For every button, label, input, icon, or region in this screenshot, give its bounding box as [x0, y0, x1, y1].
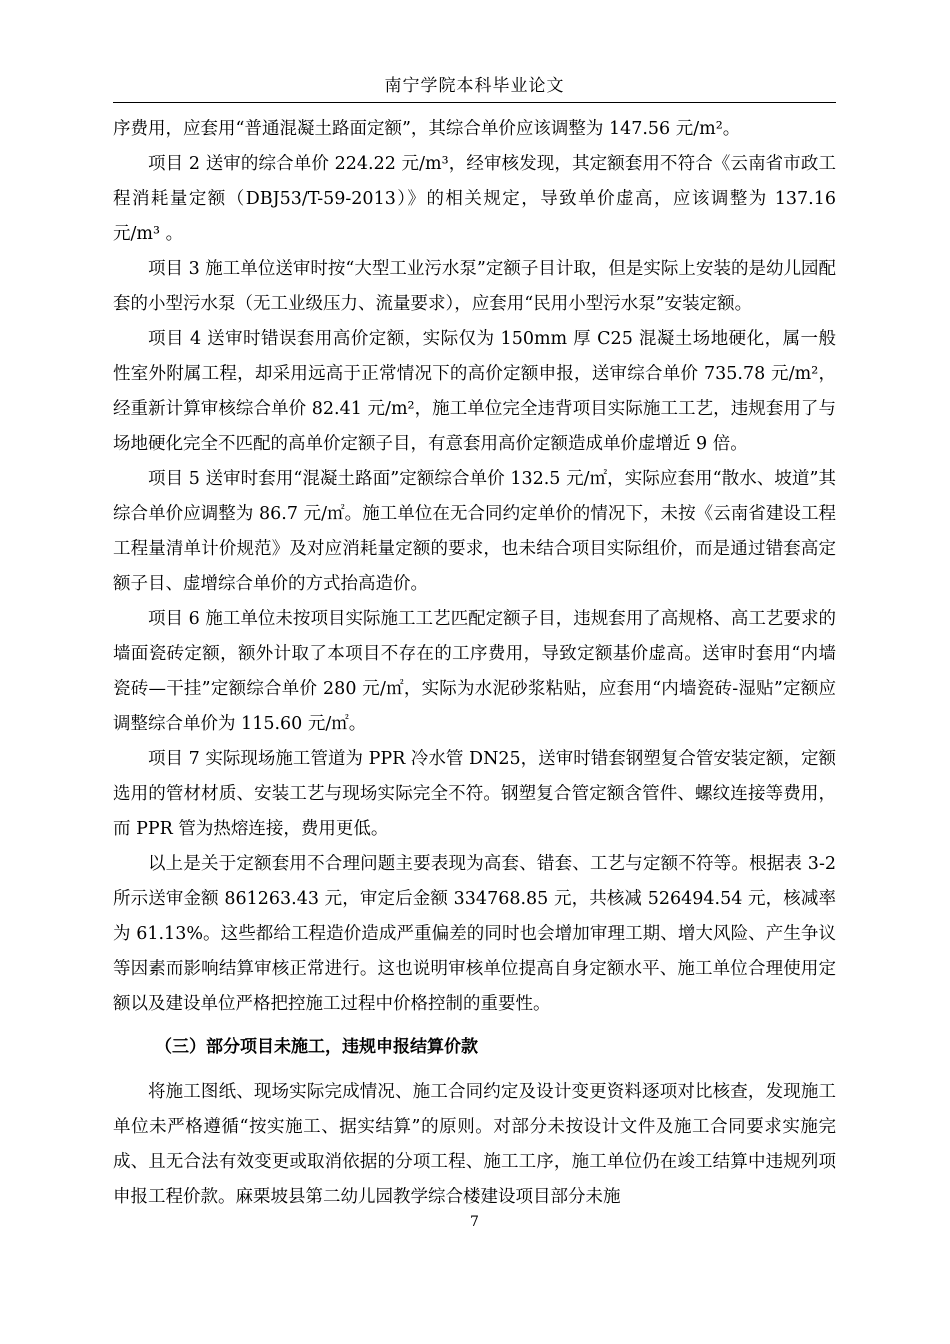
body-text [113, 112, 836, 1215]
paragraph-section-intro: 将施工图纸、现场实际完成情况、施工合同约定及设计变更资料逐项对比核查，发现施工单位未严格遵循“按实施工、据实结算”的原则。对部分未按设计文件及施工合同要求实施完成、且无合法有效变更或取消依据的分项工程、施工工序，施工单位仍在竣工结算中违规列项申报工程价款。麻栗坡县第二幼儿园教学综合楼建设项目部分未施 [113, 1082, 836, 1207]
paragraph-item-2: 项目 2 送审的综合单价 224.22 元/m³，经审核发现，其定额套用不符合《云南省市政工程消耗量定额（DBJ53/T-59-2013）》的相关规定，导致单价虚高，应该调整为 137.16 元/m³ 。 [113, 154, 836, 244]
header-rule [113, 102, 836, 103]
paragraph-continuation: 序费用，应套用“普通混凝土路面定额”，其综合单价应该调整为 147.56 元/m²。 [113, 119, 741, 139]
paragraph-item-3: 项目 3 施工单位送审时按“大型工业污水泵”定额子目计取，但是实际上安装的是幼儿园配套的小型污水泵（无工业级压力、流量要求），应套用“民用小型污水泵”安装定额。 [113, 259, 836, 314]
paragraph-item-6: 项目 6 施工单位未按项目实际施工工艺匹配定额子目，违规套用了高规格、高工艺要求的墙面瓷砖定额，额外计取了本项目不存在的工序费用，导致定额基价虚高。送审时套用“内墙瓷砖—干挂”定额综合单价 280 元/㎡，实际为水泥砂浆粘贴，应套用“内墙瓷砖-湿贴”定额应调整综合单价为 115.60 元/㎡。 [113, 609, 836, 734]
paragraph-item-7: 项目 7 实际现场施工管道为 PPR 冷水管 DN25，送审时错套钢塑复合管安装定额，定额选用的管材材质、安装工艺与现场实际完全不符。钢塑复合管定额含管件、螺纹连接等费用，而 PPR 管为热熔连接，费用更低。 [113, 749, 836, 839]
section-heading: （三）部分项目未施工，违规申报结算价款 [155, 1037, 478, 1057]
paragraph-summary: 以上是关于定额套用不合理问题主要表现为高套、错套、工艺与定额不符等。根据表 3-2 所示送审金额 861263.43 元，审定后金额 334768.85 元，共核减 526494.54 元，核减率为 61.13%。这些都给工程造价造成严重偏差的同时也会增加审理工期、增大风险、产生争议等因素而影响结算审核正常进行。这也说明审核单位提高自身定额水平、施工单位合理使用定额以及建设单位严格把控施工过程中价格控制的重要性。 [113, 854, 836, 1014]
running-header: 南宁学院本科毕业论文 [384, 76, 565, 96]
paragraph-item-5: 项目 5 送审时套用“混凝土路面”定额综合单价 132.5 元/㎡，实际应套用“散水、坡道”其综合单价应调整为 86.7 元/㎡。施工单位在无合同约定单价的情况下，未按《云南省建设工程工程量清单计价规范》及对应消耗量定额的要求，也未结合项目实际组价，而是通过错套高定额子目、虚增综合单价的方式抬高造价。 [113, 469, 836, 594]
page-number: 7 [470, 1214, 479, 1230]
paragraph-item-4: 项目 4 送审时错误套用高价定额，实际仅为 150mm 厚 C25 混凝土场地硬化，属一般性室外附属工程，却采用远高于正常情况下的高价定额申报，送审综合单价 735.78 元/m²，经重新计算审核综合单价 82.41 元/m²，施工单位完全违背项目实际施工工艺，违规套用了与场地硬化完全不匹配的高单价定额子目，有意套用高价定额造成单价虚增近 9 倍。 [113, 329, 836, 454]
